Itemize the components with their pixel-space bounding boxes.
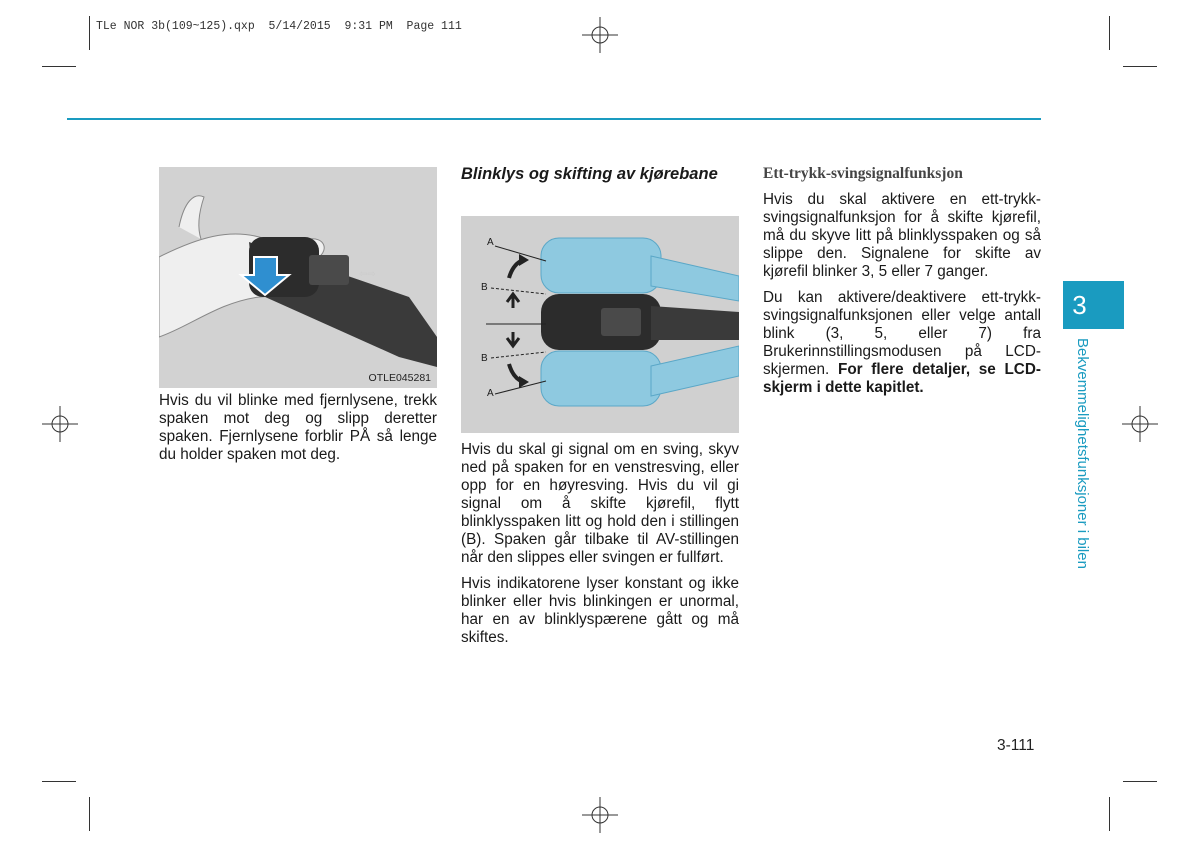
arrow-up-curved-icon [509,254,529,278]
high-beam-flash-illustration [159,167,437,388]
middle-heading-block [461,165,739,192]
lever-hand-drawing [159,167,437,388]
registration-mark-top [582,17,618,53]
middle-column [461,441,739,655]
label-b-bottom: B [481,353,488,364]
left-column [159,392,437,472]
turn-signal-illustration [461,216,739,433]
crop-mark [1109,797,1110,831]
lever-upper-ghost [541,238,739,301]
print-slug: TLe NOR 3b(109~125).qxp 5/14/2015 9:31 PM Page 111 [96,20,462,33]
lever-center [541,294,739,350]
registration-mark-bottom [582,797,618,833]
page-number: 3-111 [997,737,1035,754]
registration-mark-left [42,406,78,442]
crop-mark [1123,66,1157,67]
label-a-top: A [487,237,494,248]
arrow-down-curved-icon [509,364,529,388]
crop-mark [89,16,90,50]
crop-mark [42,781,76,782]
label-b-top: B [481,282,488,293]
crop-mark [89,797,90,831]
chapter-title: Bekvemmelighetsfunksjoner i bilen [1074,338,1091,569]
section-heading-one-touch: Ett-trykk-svingsignalfunksjon [763,165,963,182]
registration-mark-right [1122,406,1158,442]
high-beam-flash-text: Hvis du vil blinke med fjernlysene, trekk spaken mot deg og slipp deretter spaken. Fjernlysene forblir PÅ så lenge du holder spaken mot deg. [159,392,437,463]
settings-normal-text: Du kan aktivere/deaktivere ett-trykk-svingsignalfunksjonen eller velge antall blink (3, 5, eller 7) fra Brukerinnstillingsmodusen på LCD-skjermen. [763,289,1041,378]
svg-text:⇦⇨: ⇦⇨ [359,269,376,280]
one-touch-text: Hvis du skal aktivere en ett-trykk-svingsignalfunksjon for å skifte kjørefil, må du skyve litt på blinklysspaken og så slippe den. Signalene for skifte av kjørefil blinker 3, 5 eller 7 ganger. [763,191,1041,280]
chapter-tab: 3 [1063,281,1124,329]
crop-mark [1123,781,1157,782]
image-code: OTLE045281 [368,372,431,384]
crop-mark [1109,16,1110,50]
header-rule [67,118,1041,120]
section-heading-turn-signal: Blinklys og skifting av kjørebane [461,165,718,183]
turn-signal-text: Hvis du skal gi signal om en sving, skyv ned på spaken for en venstresving, eller opp for en høyresving. Hvis du vil gi signal om å skifte kjørefil, flytt blinklysspaken litt og hold den i stillingen (B). Spaken går tilbake til AV-stillingen når den slippes eller svingen er fullført. [461,441,739,566]
crop-mark [42,66,76,67]
arrow-down-icon [507,332,519,346]
one-touch-settings-text [763,289,1041,397]
lever-positions-drawing [461,216,739,433]
arrow-up-icon [507,294,519,308]
label-a-bottom: A [487,388,494,399]
right-column [763,165,1041,405]
settings-bold-text: For flere detaljer, se LCD-skjerm i dette kapitlet. [763,361,1041,396]
indicator-fault-text: Hvis indikatorene lyser konstant og ikke blinker eller hvis blinkingen er unormal, har en av blinklyspærene gått og må skiftes. [461,575,739,646]
lever-lower-ghost [541,346,739,406]
chapter-title-vertical [1067,338,1093,584]
